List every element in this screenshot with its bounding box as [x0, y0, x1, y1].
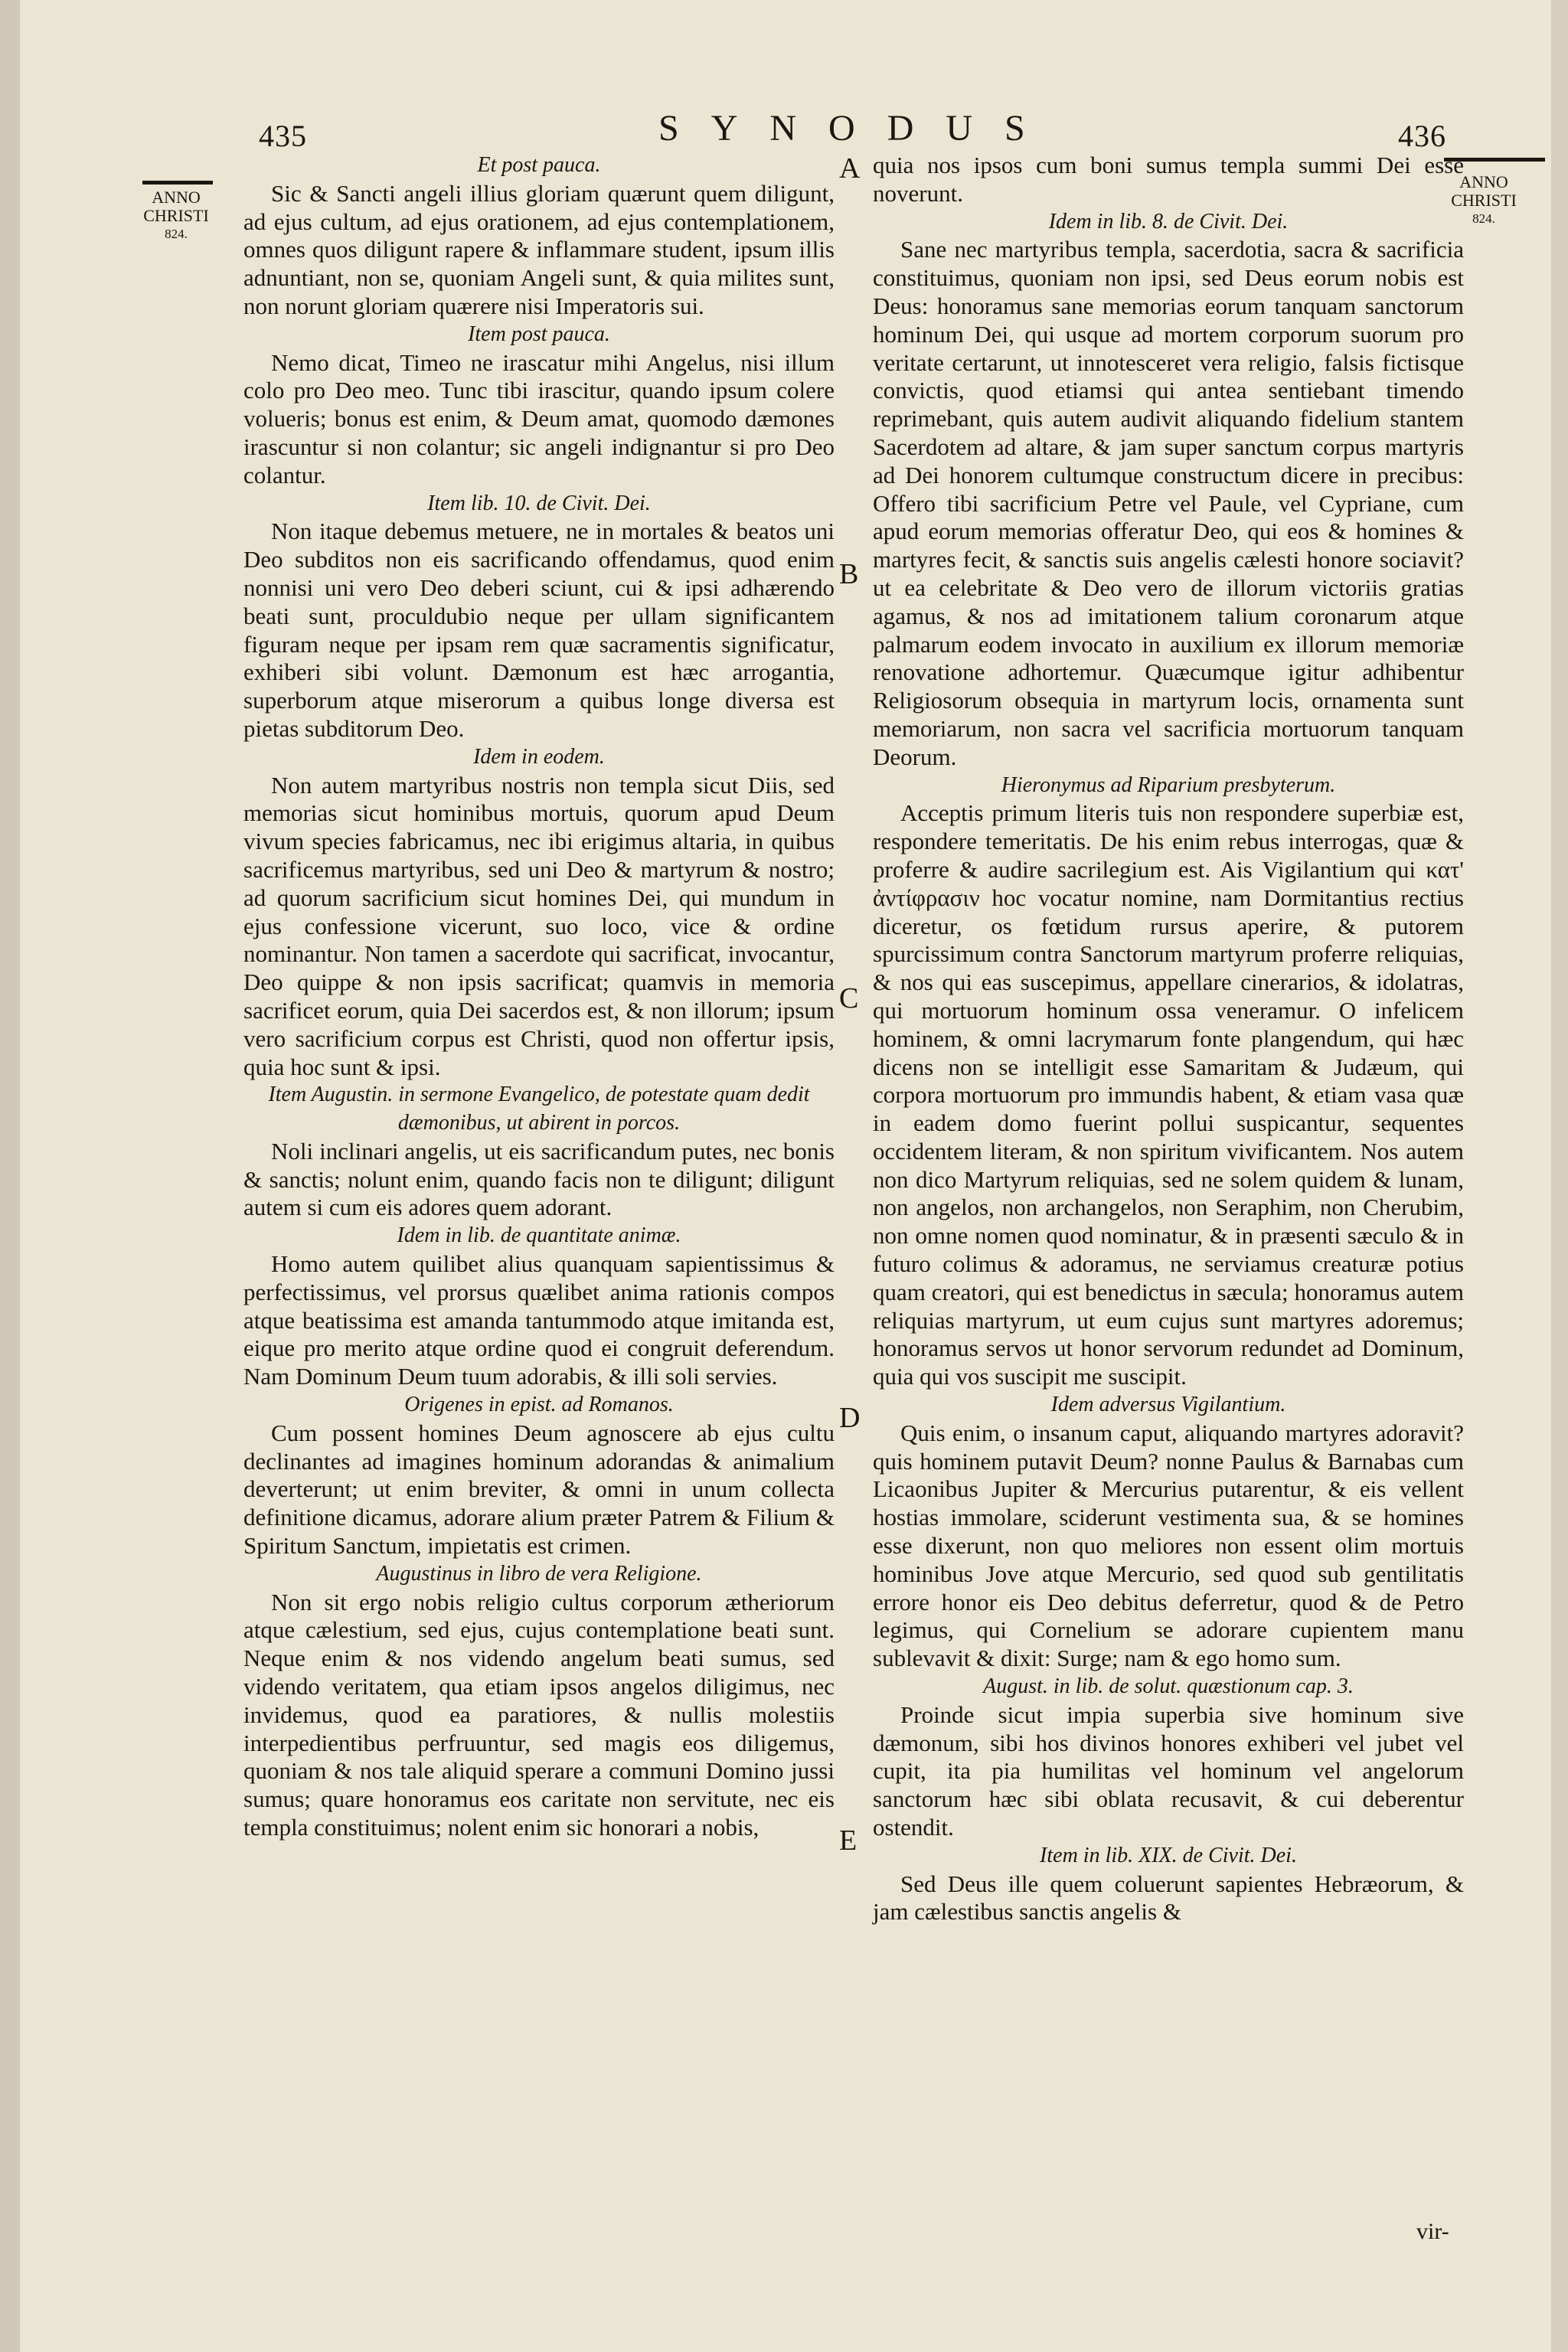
section-heading: Origenes in epist. ad Romanos. [404, 1393, 674, 1417]
section-heading: Item post pauca. [468, 322, 610, 346]
margin-rule-left [142, 181, 213, 185]
text-paragraph: Cum possent homines Deum agnoscere ab ejus cultu declinantes ad imagines hominum adorandas & animalium deverterunt; ut enim breviter, & omni in unum collecta definitione dicamus, adorare alium præter Patrem & Filium & Spiritum Sanctum, impietatis est crimen. [243, 1419, 835, 1560]
section-heading: Item Augustin. in sermone Evangelico, de potestate quam dedit dæmonibus, ut abirent in porcos. [268, 1083, 810, 1135]
right-text-column [873, 152, 1464, 1926]
anno-label: ANNO CHRISTI [1451, 172, 1517, 210]
left-text-column [243, 152, 835, 1842]
text-paragraph: Proinde sicut impia superbia sive hominum sive dæmonum, sibi hos divinos honores exhiberi vel jubet vel cupit, ita pia humilitas vel hominum vel angelorum sanctorum hæc sibi oblata recusavit, & cui deberentur ostendit. [873, 1700, 1464, 1841]
section-heading: Idem adversus Vigilantium. [1050, 1393, 1286, 1417]
section-heading: Augustinus in libro de vera Religione. [376, 1561, 702, 1586]
page-number-right: 436 [1398, 119, 1446, 153]
anno-label: ANNO CHRISTI [143, 188, 209, 225]
section-heading: Idem in lib. 8. de Civit. Dei. [1048, 209, 1289, 234]
section-heading: Hieronymus ad Riparium presbyterum. [1001, 773, 1336, 797]
margin-letter: D [839, 1402, 861, 1434]
page-number-left: 435 [259, 119, 307, 153]
text-paragraph: Sed Deus ille quem coluerunt sapientes Hebræorum, & jam cælestibus sanctis angelis & [873, 1870, 1464, 1926]
section-heading: August. in lib. de solut. quæstionum cap. 3. [983, 1674, 1354, 1699]
section-heading: Item lib. 10. de Civit. Dei. [427, 491, 651, 515]
section-heading: Et post pauca. [477, 153, 601, 177]
text-paragraph: Non autem martyribus nostris non templa sicut Diis, sed memorias sicut hominibus mortuis, quorum apud Deum vivum species fabricamus, nec ibi erigimus altaria, in quibus sacrificemus martyribus, sed uni Deo & martyrum & nostro; ad quorum sacrificium sicut homines Dei, qui mundum in ejus confessione vicerunt, suo loco, vice & ordine nominantur. Non tamen a sacerdote qui sacrificat, invocantur, Deo quippe & non ipsis sacrificat; quamvis in memoria sacrificet eorum, quia Dei sacerdos est, & non illorum; ipsum vero sacrificium corpus est Christi, quod non offertur ipsis, quia hoc sunt & ipsi. [243, 771, 835, 1080]
margin-letter: A [839, 152, 861, 185]
text-paragraph: Nemo dicat, Timeo ne irascatur mihi Angelus, nisi illum colo pro Deo meo. Tunc tibi irascitur, quando ipsum colere volueris; bonus est enim, & Deum amat, quomodo dæmones irascuntur si non colantur; sic angeli indignantur si pro Deo colantur. [243, 348, 835, 488]
anno-year: 824. [1472, 211, 1495, 226]
anno-christi-left [130, 188, 222, 243]
text-paragraph: Sic & Sancti angeli illius gloriam quærunt quem diligunt, ad ejus cultum, ad ejus orationem, ad ejus contemplationem, omnes quos diligunt rapere & inflammare student, ipsum illis adnuntiant, non se, quoniam Angeli sunt, & quia milites sunt, non norunt gloriam quærere nisi Imperatoris sui. [243, 179, 835, 319]
text-paragraph: quia nos ipsos cum boni sumus templa summi Dei esse noverunt. [873, 152, 1464, 207]
catchword: vir- [1416, 2219, 1449, 2244]
margin-letter: B [839, 558, 859, 590]
text-paragraph: Non sit ergo nobis religio cultus corporum ætheriorum atque cælestium, sed ejus, cujus contemplatione beati sunt. Neque enim & nos videndo angelum beati sumus, sed videndo veritatem, qua etiam ipsos angelos diligimus, nec invidemus, quod ea paratiores, & nullis molestiis interpedientibus perfruuntur, sed magis eos diligemus, quoniam & nos tale aliquid sperare a communi Domino jussi sumus; quare honoramus eos caritate non servitute, nec eis templa constituimus; nolent enim sic honorari a nobis, [243, 1588, 835, 1841]
text-paragraph: Homo autem quilibet alius quanquam sapientissimus & perfectissimus, vel prorsus quælibet anima rationis compos atque beatissima est amanda tantummodo atque imitanda est, eique pro merito atque ordine quod ei congruit deferendum. Nam Dominum Deum tuum adorabis, & illi soli servies. [243, 1250, 835, 1390]
text-paragraph: Noli inclinari angelis, ut eis sacrificandum putes, nec bonis & sanctis; nolunt enim, quando facis non te diligunt; diligunt autem si cum eis adores quem adorant. [243, 1137, 835, 1221]
text-paragraph: Non itaque debemus metuere, ne in mortales & beatos uni Deo subditos non eis sacrificando offendamus, quod enim nonnisi uni vero Deo deberi sciunt, cui & ipsi adhærendo beati sunt, proculdubio neque per ullam significantem figuram neque per ipsam rem quæ sacramentis significatur, exhiberi sibi volunt. Dæmonum est hæc arrogantia, superborum atque miserorum a quibus longe diversa est pietas subditorum Deo. [243, 518, 835, 742]
margin-letter: E [839, 1824, 858, 1857]
page-edge-right [1551, 0, 1568, 2352]
margin-letter: C [839, 982, 859, 1014]
anno-year: 824. [165, 227, 188, 241]
section-heading: Item in lib. XIX. de Civit. Dei. [1040, 1843, 1297, 1867]
text-paragraph: Sane nec martyribus templa, sacerdotia, sacra & sacrificia constituimus, quoniam non ipsi, sed Deus eorum nobis est Deus: honoramus sane memorias eorum tanquam sanctorum hominum Dei, qui usque ad mortem corporum suorum pro veritate certarunt, ut innotesceret vera religio, falsis fictisque convictis, quod etiamsi qui antea sentiebant timendo reprimebant, quis autem audivit aliquando fidelium stantem Sacerdotem ad altare, & jam super sanctum corpus martyris ad Dei honorem cultumque constructum dicere in precibus: Offero tibi sacrificium Petre vel Paule, vel Cypriane, cum apud eorum memorias offeratur Deo, qui eos & homines & martyres fecit, & sanctis suis angelis cælesti honore sociavit? ut ea celebritate & Deo vero de illorum victoriis gratias agamus, & nos ad imitationem talium coronarum atque palmarum eodem invocato in auxilium ex illorum memoriæ renovatione adhortemur. Quæcumque igitur adhibentur Religiosorum obsequia in martyrum locis, ornamenta sunt memoriarum, non sacra vel sacrificia mortuorum tanquam Deorum. [873, 236, 1464, 770]
text-paragraph: Acceptis primum literis tuis non respondere superbiæ est, respondere temeritatis. De his enim rebus interrogas, quæ & proferre & audire sacrilegium est. Ais Vigilantium qui κατ' ἀντίφρασιν hoc vocatur nomine, nam Dormitantius rectius diceretur, os fœtidum rursus aperire, & putorem spurcissimum contra Sanctorum martyrum proferre reliquias, & nos qui eas suscepimus, appellare cinerarios, & idolatras, qui mortuorum hominum ossa veneramur. O infelicem hominem, & omni lacrymarum fonte plangendum, qui hæc dicens non se intelligit esse Samaritam & Judæum, qui corpora mortuorum pro immundis habent, & etiam vasa quæ in eadem domo fuerint pollui suspicantur, sequentes occidentem literam, & non spiritum vivificantem. Nos autem non dico Martyrum reliquias, sed ne solem quidem & lunam, non angelos, non archangelos, non Seraphim, non Cherubim, non omne nomen quod nominatur, & in præsenti sæculo & in futuro colimus & adoramus, ne serviamus creaturæ potius quam creatori, qui est benedictus in sæcula; honoramus autem reliquias martyrum, ut eum cujus sunt martyres adoremus; honoramus servos ut honor servorum redundet ad Dominum, quia qui vos suscipit me suscipit. [873, 799, 1464, 1390]
section-heading: Idem in lib. de quantitate animæ. [397, 1223, 681, 1248]
section-heading: Idem in eodem. [473, 744, 605, 769]
page-edge-left [0, 0, 20, 2352]
running-title: SYNODUS [658, 108, 1057, 149]
text-paragraph: Quis enim, o insanum caput, aliquando martyres adoravit? quis hominem putavit Deum? nonne Paulus & Barnabas cum Licaonibus Jupiter & Mercurius putarentur, & eis vellent hostias immolare, sciderunt vestimenta sua, & se homines esse dixerunt, non quo meliores non essent olim mortuis hominibus Jove atque Mercurio, sed quod sub gentilitatis errore honor eis Deo debitus deferretur, quod & de Petro legimus, qui Cornelium se adorare cupientem manu sublevavit & dixit: Surge; nam & ego homo sum. [873, 1419, 1464, 1672]
